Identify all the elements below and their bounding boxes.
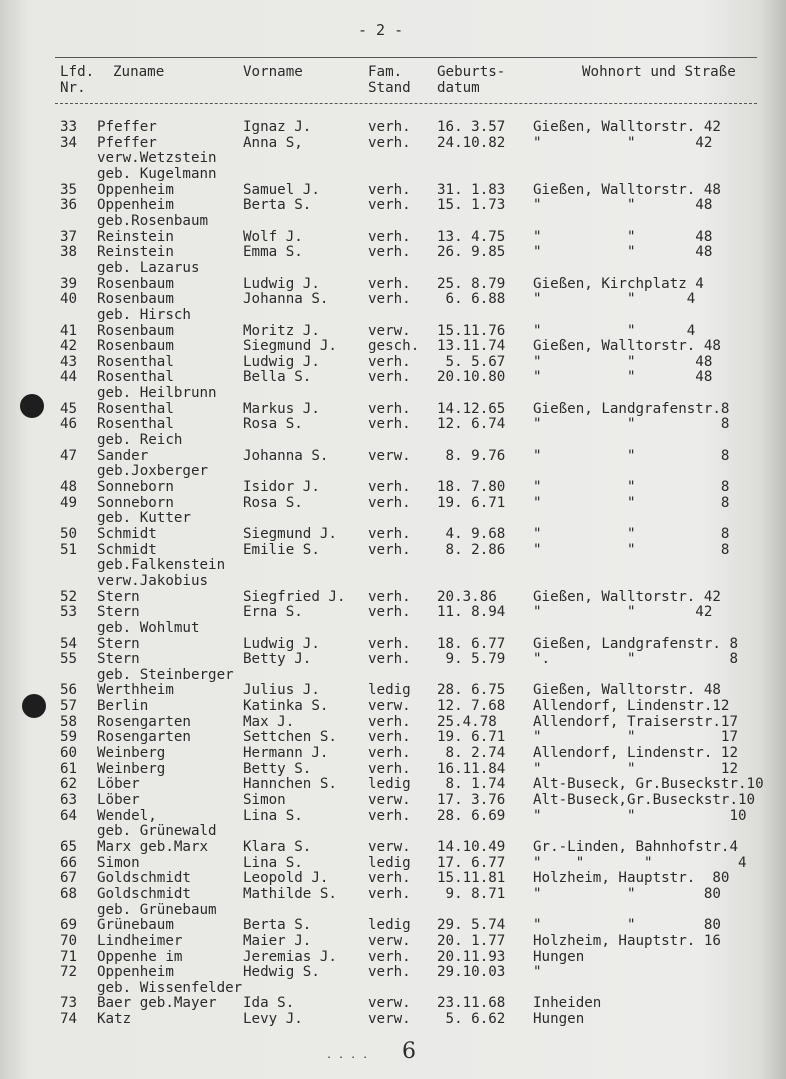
residence: " " 48 <box>533 369 713 386</box>
entry-number: 63 <box>60 792 78 808</box>
surname: Oppenhe im <box>97 948 183 965</box>
surname: Oppenheim <box>97 181 174 198</box>
entry-number: 69 <box>60 917 78 934</box>
first-name: Ludwig J. <box>243 353 320 370</box>
entry-number: 67 <box>60 870 78 887</box>
birth-date: 25. 8.79 <box>437 275 506 292</box>
surname: Stern <box>97 588 140 605</box>
residence: ". " 8 <box>533 651 738 668</box>
residence: " " 8 <box>533 525 730 542</box>
entry-number: 50 <box>60 525 78 542</box>
entry-number: 47 <box>60 447 78 464</box>
surname: Marx geb.Marx <box>97 838 209 855</box>
marital-status: ledig <box>368 776 411 793</box>
surname: Sonneborn <box>97 494 174 511</box>
entry-number: 57 <box>60 698 78 715</box>
entry-number: 43 <box>60 353 78 370</box>
first-name: Katinka S. <box>243 698 329 715</box>
surname: Baer geb.Mayer <box>97 995 217 1012</box>
first-name: Lina S. <box>243 854 303 871</box>
residence: Gießen, Walltorstr. 48 <box>533 682 721 699</box>
marital-status: verh. <box>368 134 411 151</box>
surname: geb. Wissenfelder <box>97 979 243 996</box>
punch-hole <box>22 694 46 718</box>
entry-number: 66 <box>60 854 78 871</box>
first-name: Ludwig J. <box>243 275 320 292</box>
surname: Stern <box>97 635 140 652</box>
first-name: Erna S. <box>243 604 303 621</box>
residence: Inheiden <box>533 995 602 1012</box>
marital-status: verh. <box>368 964 411 981</box>
residence: " " 48 <box>533 228 713 245</box>
birth-date: 4. 9.68 <box>437 525 506 542</box>
first-name: Max J. <box>243 713 295 730</box>
entry-number: 60 <box>60 745 78 761</box>
entry-number: 39 <box>60 275 78 292</box>
first-name: Emma S. <box>243 244 303 261</box>
birth-date: 18. 6.77 <box>437 635 506 652</box>
first-name: Klara S. <box>243 838 312 855</box>
entry-number: 70 <box>60 932 78 949</box>
surname: Oppenheim <box>97 964 174 981</box>
first-name: Settchen S. <box>243 729 337 746</box>
birth-date: 19. 6.71 <box>437 729 506 746</box>
first-name: Mathilde S. <box>243 885 337 902</box>
header-rule-top <box>55 57 757 58</box>
first-name: Berta S. <box>243 917 312 934</box>
first-name: Isidor J. <box>243 478 320 495</box>
marital-status: gesch. <box>368 338 420 355</box>
entry-number: 72 <box>60 964 78 981</box>
header-vorname: Vorname <box>243 64 303 80</box>
birth-date: 24.10.82 <box>437 134 506 151</box>
residence: " " 48 <box>533 197 713 214</box>
header-zuname: Zuname <box>113 64 165 80</box>
entry-number: 52 <box>60 588 78 605</box>
marital-status: verh. <box>368 181 411 198</box>
marital-status: verh. <box>368 228 411 245</box>
entry-number: 41 <box>60 322 78 339</box>
entry-number: 54 <box>60 635 78 652</box>
surname: geb.Falkenstein <box>97 557 226 574</box>
birth-date: 14.12.65 <box>437 400 506 417</box>
surname: geb. Kutter <box>97 510 191 527</box>
footer-marks: . . . . <box>326 1050 369 1061</box>
entry-number: 73 <box>60 995 78 1012</box>
residence: Alt-Buseck, Gr.Buseckstr.10 <box>533 776 764 793</box>
surname: Lindheimer <box>97 932 183 949</box>
first-name: Jeremias J. <box>243 948 337 965</box>
surname: Löber <box>97 776 140 793</box>
entry-number: 53 <box>60 604 78 621</box>
surname: Werthheim <box>97 682 174 699</box>
surname: Pfeffer <box>97 119 157 135</box>
first-name: Siegfried J. <box>243 588 346 605</box>
birth-date: 28. 6.75 <box>437 682 506 699</box>
entry-number: 45 <box>60 400 78 417</box>
marital-status: verh. <box>368 729 411 746</box>
surname: Simon <box>97 854 140 871</box>
first-name: Hedwig S. <box>243 964 320 981</box>
marital-status: verw. <box>368 698 411 715</box>
first-name: Betty J. <box>243 651 312 668</box>
marital-status: verh. <box>368 604 411 621</box>
entry-number: 34 <box>60 134 78 151</box>
surname: geb. Grünebaum <box>97 901 217 918</box>
header-nr: Nr. <box>60 80 86 96</box>
residence: Gießen, Walltorstr. 42 <box>533 119 721 135</box>
residence: " " 8 <box>533 478 730 495</box>
header-rule-bottom <box>55 103 757 104</box>
surname: Wendel, <box>97 807 157 824</box>
header-lfd: Lfd. <box>60 64 95 80</box>
first-name: Lina S. <box>243 807 303 824</box>
birth-date: 13.11.74 <box>437 338 506 355</box>
first-name: Julius J. <box>243 682 320 699</box>
first-name: Siegmund J. <box>243 525 337 542</box>
first-name: Hermann J. <box>243 745 329 761</box>
surname: geb. Reich <box>97 432 183 448</box>
surname: Sonneborn <box>97 478 174 495</box>
birth-date: 6. 6.88 <box>437 291 506 308</box>
birth-date: 8. 9.76 <box>437 447 506 464</box>
entry-number: 36 <box>60 197 78 214</box>
marital-status: verw. <box>368 322 411 339</box>
surname: Rosengarten <box>97 713 191 730</box>
entry-number: 74 <box>60 1011 78 1028</box>
birth-date: 13. 4.75 <box>437 228 506 245</box>
birth-date: 17. 3.76 <box>437 792 506 808</box>
surname: geb. Kugelmann <box>97 165 217 182</box>
surname: Stern <box>97 651 140 668</box>
entry-number: 37 <box>60 228 78 245</box>
residence: Allendorf, Traiserstr.17 <box>533 713 738 730</box>
marital-status: verh. <box>368 244 411 261</box>
surname: geb. Heilbrunn <box>97 385 217 402</box>
surname: Rosenthal <box>97 353 174 370</box>
entry-number: 58 <box>60 713 78 730</box>
surname: Schmidt <box>97 525 157 542</box>
marital-status: verh. <box>368 119 411 135</box>
surname: Berlin <box>97 698 149 715</box>
birth-date: 20.11.93 <box>437 948 506 965</box>
surname: geb. Grünewald <box>97 823 217 840</box>
surname: Grünebaum <box>97 917 174 934</box>
surname: Stern <box>97 604 140 621</box>
birth-date: 28. 6.69 <box>437 807 506 824</box>
header-geburts: Geburts- <box>437 64 506 80</box>
surname: Reinstein <box>97 244 174 261</box>
birth-date: 17. 6.77 <box>437 854 506 871</box>
residence: Gießen, Landgrafenstr.8 <box>533 400 730 417</box>
marital-status: verh. <box>368 870 411 887</box>
residence: " " 8 <box>533 447 730 464</box>
marital-status: verh. <box>368 948 411 965</box>
surname: Reinstein <box>97 228 174 245</box>
entry-number: 46 <box>60 416 78 433</box>
first-name: Markus J. <box>243 400 320 417</box>
residence: " " 8 <box>533 494 730 511</box>
first-name: Ignaz J. <box>243 119 312 135</box>
marital-status: verh. <box>368 760 411 777</box>
surname: geb. Lazarus <box>97 259 200 276</box>
marital-status: verh. <box>368 291 411 308</box>
marital-status: verh. <box>368 353 411 370</box>
residence: Hungen <box>533 1011 585 1028</box>
first-name: Siegmund J. <box>243 338 337 355</box>
birth-date: 9. 8.71 <box>437 885 506 902</box>
residence: Gießen, Landgrafenstr. 8 <box>533 635 738 652</box>
birth-date: 9. 5.79 <box>437 651 506 668</box>
marital-status: ledig <box>368 854 411 871</box>
marital-status: verh. <box>368 713 411 730</box>
birth-date: 8. 2.86 <box>437 541 506 558</box>
residence: Gr.-Linden, Bahnhofstr.4 <box>533 838 738 855</box>
marital-status: verw. <box>368 838 411 855</box>
surname: Pfeffer <box>97 134 157 151</box>
entry-number: 61 <box>60 760 78 777</box>
entry-number: 44 <box>60 369 78 386</box>
entry-number: 55 <box>60 651 78 668</box>
birth-date: 5. 5.67 <box>437 353 506 370</box>
residence: " " " 4 <box>533 854 747 871</box>
first-name: Johanna S. <box>243 291 329 308</box>
residence: " " 4 <box>533 322 696 339</box>
entry-number: 65 <box>60 838 78 855</box>
birth-date: 5. 6.62 <box>437 1011 506 1028</box>
first-name: Leopold J. <box>243 870 329 887</box>
surname: Löber <box>97 792 140 808</box>
residence: " " 12 <box>533 760 738 777</box>
birth-date: 31. 1.83 <box>437 181 506 198</box>
birth-date: 8. 2.74 <box>437 745 506 761</box>
surname: geb. Hirsch <box>97 306 191 323</box>
surname: geb. Steinberger <box>97 666 234 683</box>
birth-date: 12. 7.68 <box>437 698 506 715</box>
surname: Rosenthal <box>97 400 174 417</box>
first-name: Berta S. <box>243 197 312 214</box>
entry-number: 35 <box>60 181 78 198</box>
marital-status: verw. <box>368 932 411 949</box>
residence: " " 4 <box>533 291 696 308</box>
marital-status: verh. <box>368 478 411 495</box>
birth-date: 14.10.49 <box>437 838 506 855</box>
entry-number: 71 <box>60 948 78 965</box>
birth-date: 20.10.80 <box>437 369 506 386</box>
marital-status: verh. <box>368 651 411 668</box>
surname: geb.Joxberger <box>97 463 209 480</box>
entry-number: 40 <box>60 291 78 308</box>
header-stand: Stand <box>368 80 411 96</box>
first-name: Betty S. <box>243 760 312 777</box>
residence: " " 48 <box>533 353 713 370</box>
birth-date: 20.3.86 <box>437 588 497 605</box>
marital-status: verh. <box>368 275 411 292</box>
residence: " " 8 <box>533 541 730 558</box>
surname: Sander <box>97 447 149 464</box>
residence: Gießen, Walltorstr. 42 <box>533 588 721 605</box>
birth-date: 20. 1.77 <box>437 932 506 949</box>
marital-status: verw. <box>368 447 411 464</box>
first-name: Moritz J. <box>243 322 320 339</box>
surname: Oppenheim <box>97 197 174 214</box>
residence: " " 42 <box>533 134 713 151</box>
surname: verw.Wetzstein <box>97 150 217 167</box>
residence: " " 80 <box>533 917 721 934</box>
surname: geb.Rosenbaum <box>97 212 209 229</box>
residence: Alt-Buseck,Gr.Buseckstr.10 <box>533 792 756 808</box>
birth-date: 19. 6.71 <box>437 494 506 511</box>
first-name: Rosa S. <box>243 494 303 511</box>
birth-date: 16.11.84 <box>437 760 506 777</box>
surname: Rosengarten <box>97 729 191 746</box>
first-name: Ludwig J. <box>243 635 320 652</box>
residence: " " 10 <box>533 807 747 824</box>
marital-status: verh. <box>368 635 411 652</box>
residence: " " 80 <box>533 885 721 902</box>
residence: Gießen, Walltorstr. 48 <box>533 181 721 198</box>
marital-status: verh. <box>368 494 411 511</box>
surname: verw.Jakobius <box>97 572 209 589</box>
marital-status: verh. <box>368 400 411 417</box>
residence: Gießen, Kirchplatz 4 <box>533 275 704 292</box>
first-name: Maier J. <box>243 932 312 949</box>
residence: " " 17 <box>533 729 738 746</box>
surname: Katz <box>97 1011 132 1028</box>
surname: Rosenbaum <box>97 275 174 292</box>
birth-date: 25.4.78 <box>437 713 497 730</box>
birth-date: 15.11.81 <box>437 870 506 887</box>
marital-status: verh. <box>368 541 411 558</box>
entry-number: 48 <box>60 478 78 495</box>
residence: Hungen <box>533 948 585 965</box>
residence: Holzheim, Hauptstr. 16 <box>533 932 721 949</box>
marital-status: verh. <box>368 416 411 433</box>
entry-number: 56 <box>60 682 78 699</box>
surname: Goldschmidt <box>97 885 191 902</box>
birth-date: 15.11.76 <box>437 322 506 339</box>
residence: " " 48 <box>533 244 713 261</box>
birth-date: 11. 8.94 <box>437 604 506 621</box>
entry-number: 64 <box>60 807 78 824</box>
surname: Weinberg <box>97 745 166 761</box>
residence: Holzheim, Hauptstr. 80 <box>533 870 730 887</box>
surname: Goldschmidt <box>97 870 191 887</box>
birth-date: 29.10.03 <box>437 964 506 981</box>
entry-number: 51 <box>60 541 78 558</box>
header-wohnort: Wohnort und Straße <box>582 64 736 80</box>
residence: " " 42 <box>533 604 713 621</box>
residence: " " 8 <box>533 416 730 433</box>
first-name: Hannchen S. <box>243 776 337 793</box>
first-name: Ida S. <box>243 995 295 1012</box>
marital-status: verh. <box>368 525 411 542</box>
birth-date: 8. 1.74 <box>437 776 506 793</box>
first-name: Johanna S. <box>243 447 329 464</box>
surname: Rosenthal <box>97 369 174 386</box>
entry-number: 49 <box>60 494 78 511</box>
birth-date: 12. 6.74 <box>437 416 506 433</box>
marital-status: verh. <box>368 197 411 214</box>
first-name: Emilie S. <box>243 541 320 558</box>
surname: Rosenbaum <box>97 291 174 308</box>
surname: Schmidt <box>97 541 157 558</box>
footer-number: 6 <box>402 1039 416 1064</box>
surname: Rosenbaum <box>97 322 174 339</box>
surname: geb. Wohlmut <box>97 619 200 636</box>
entry-number: 33 <box>60 119 78 135</box>
first-name: Bella S. <box>243 369 312 386</box>
marital-status: verw. <box>368 792 411 808</box>
header-datum: datum <box>437 80 480 96</box>
marital-status: verh. <box>368 807 411 824</box>
residence: Allendorf, Lindenstr. 12 <box>533 745 738 761</box>
entry-number: 38 <box>60 244 78 261</box>
first-name: Simon <box>243 792 286 808</box>
marital-status: verh. <box>368 369 411 386</box>
surname: Rosenthal <box>97 416 174 433</box>
first-name: Wolf J. <box>243 228 303 245</box>
first-name: Levy J. <box>243 1011 303 1028</box>
marital-status: verh. <box>368 588 411 605</box>
header-fam: Fam. <box>368 64 403 80</box>
entry-number: 62 <box>60 776 78 793</box>
marital-status: verh. <box>368 885 411 902</box>
page-number: - 2 - <box>358 21 404 39</box>
birth-date: 16. 3.57 <box>437 119 506 135</box>
birth-date: 29. 5.74 <box>437 917 506 934</box>
birth-date: 15. 1.73 <box>437 197 506 214</box>
entry-number: 68 <box>60 885 78 902</box>
marital-status: verw. <box>368 1011 411 1028</box>
first-name: Rosa S. <box>243 416 303 433</box>
entry-number: 42 <box>60 338 78 355</box>
marital-status: verh. <box>368 745 411 761</box>
surname: Rosenbaum <box>97 338 174 355</box>
punch-hole <box>20 394 44 418</box>
marital-status: ledig <box>368 682 411 699</box>
surname: Weinberg <box>97 760 166 777</box>
residence: Allendorf, Lindenstr.12 <box>533 698 730 715</box>
residence: " <box>533 964 542 981</box>
birth-date: 23.11.68 <box>437 995 506 1012</box>
first-name: Samuel J. <box>243 181 320 198</box>
marital-status: ledig <box>368 917 411 934</box>
marital-status: verw. <box>368 995 411 1012</box>
residence: Gießen, Walltorstr. 48 <box>533 338 721 355</box>
birth-date: 18. 7.80 <box>437 478 506 495</box>
entry-number: 59 <box>60 729 78 746</box>
first-name: Anna S, <box>243 134 303 151</box>
birth-date: 26. 9.85 <box>437 244 506 261</box>
